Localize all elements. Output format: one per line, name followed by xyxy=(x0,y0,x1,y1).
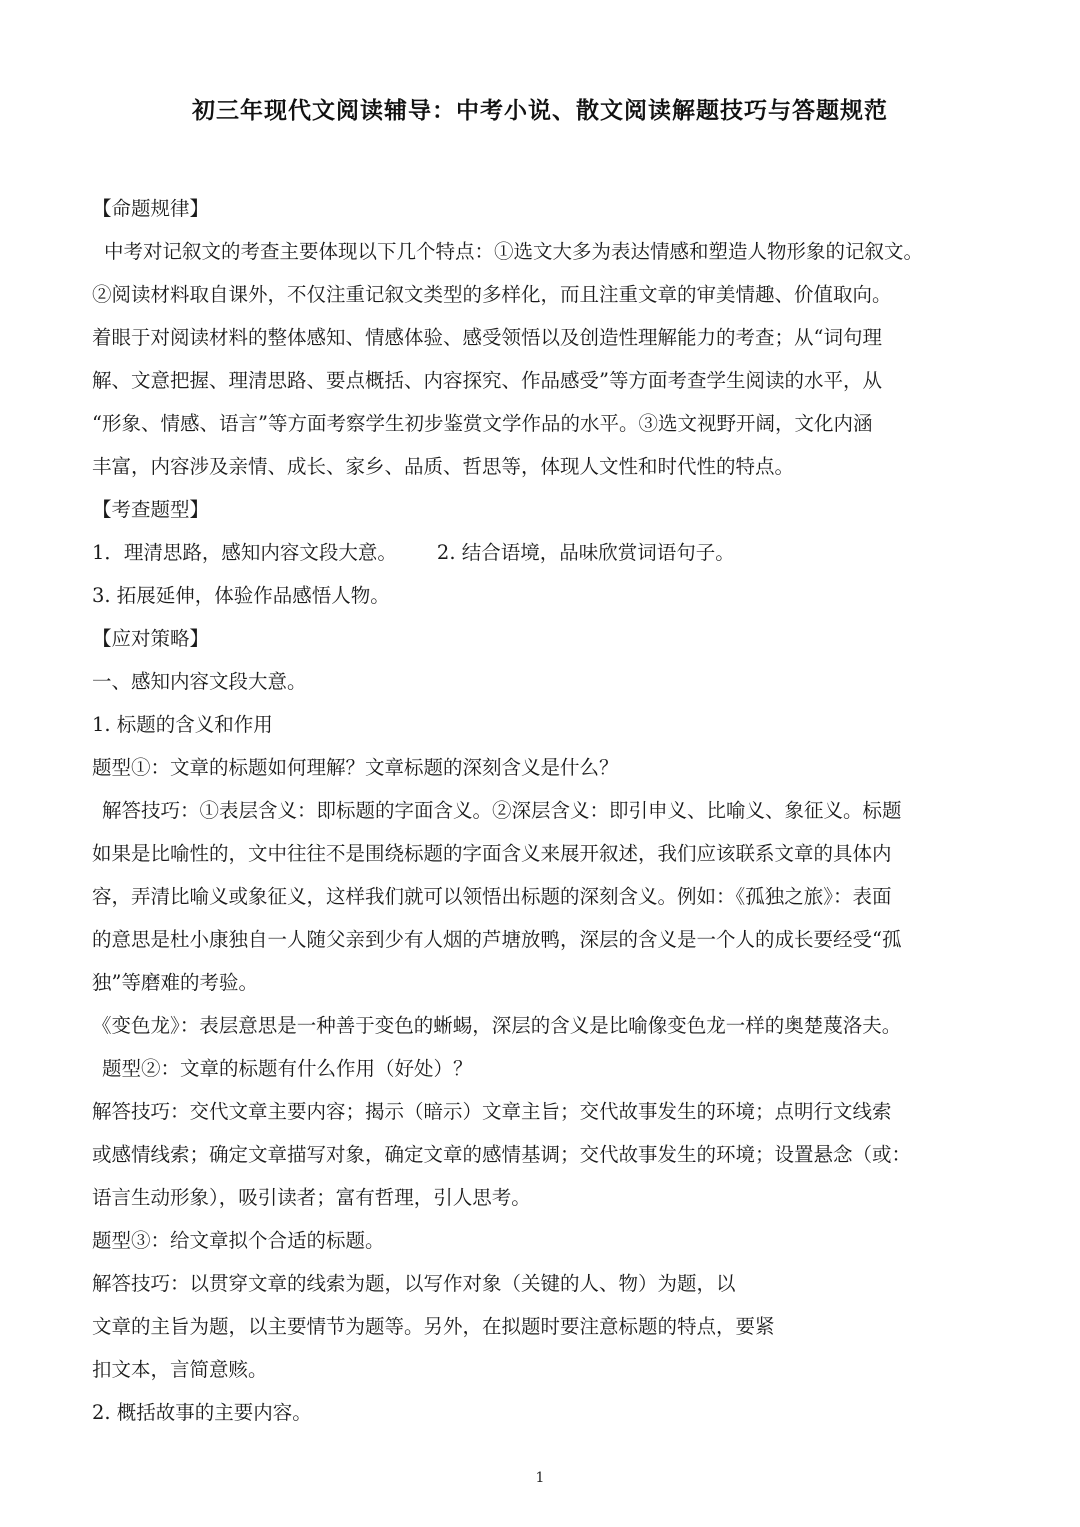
question-prompt: 题型③：给文章拟个合适的标题。 xyxy=(92,1229,385,1252)
paragraph-line: 中考对记叙文的考查主要体现以下几个特点：①选文大多为表达情感和塑造人物形象的记叙文。 xyxy=(104,240,924,263)
paragraph-line: 如果是比喻性的，文中往往不是围绕标题的字面含义来展开叙述，我们应该联系文章的具体内 xyxy=(92,842,892,865)
paragraph-line: ②阅读材料取自课外，不仅注重记叙文类型的多样化，而且注重文章的审美情趣、价值取向。 xyxy=(92,283,892,306)
paragraph-line: 容，弄清比喻义或象征义，这样我们就可以领悟出标题的深刻含义。例如：《孤独之旅》：表面 xyxy=(92,885,892,908)
question-type-3: 3. 拓展延伸，体验作品感悟人物。 xyxy=(92,584,390,607)
paragraph-line: 解答技巧：交代文章主要内容；揭示（暗示）文章主旨；交代故事发生的环境；点明行文线索 xyxy=(92,1100,892,1123)
question-type-row xyxy=(92,531,1002,574)
paragraph-line: “形象、情感、语言”等方面考察学生初步鉴赏文学作品的水平。③选文视野开阔，文化内涵 xyxy=(92,412,873,435)
paragraph-line: 文章的主旨为题，以主要情节为题等。另外，在拟题时要注意标题的特点，要紧 xyxy=(92,1315,775,1338)
paragraph-line: 语言生动形象），吸引读者；富有哲理，引人思考。 xyxy=(92,1186,531,1209)
document-body xyxy=(92,187,1002,1434)
paragraph-line: 扣文本，言简意赅。 xyxy=(92,1358,268,1381)
paragraph-line: 解答技巧：①表层含义：即标题的字面含义。②深层含义：即引申义、比喻义、象征义。标题 xyxy=(102,799,902,822)
section-heading-strategy: 【应对策略】 xyxy=(92,627,210,650)
page-number: 1 xyxy=(535,1470,545,1486)
question-prompt: 题型①：文章的标题如何理解？文章标题的深刻含义是什么？ xyxy=(92,756,619,779)
paragraph-line: 着眼于对阅读材料的整体感知、情感体验、感受领悟以及创造性理解能力的考查；从“词句理 xyxy=(92,326,882,349)
paragraph-line: 的意思是杜小康独自一人随父亲到少有人烟的芦塘放鸭，深层的含义是一个人的成长要经受“孤 xyxy=(92,928,902,951)
paragraph-line: 解答技巧：以贯穿文章的线索为题，以写作对象（关键的人、物）为题，以 xyxy=(92,1272,736,1295)
paragraph-line: 独”等磨难的考验。 xyxy=(92,971,258,994)
question-type-1: 1．理清思路，感知内容文段大意。 xyxy=(92,541,397,564)
document-title: 初三年现代文阅读辅导：中考小说、散文阅读解题技巧与答题规范 xyxy=(192,98,888,124)
subsection-heading: 一、感知内容文段大意。 xyxy=(92,670,307,693)
section-heading-question-types: 【考查题型】 xyxy=(92,498,210,521)
question-prompt: 题型②：文章的标题有什么作用（好处）？ xyxy=(102,1057,473,1080)
subsection-heading: 1. 标题的含义和作用 xyxy=(92,713,273,736)
paragraph-line: 解、文意把握、理清思路、要点概括、内容探究、作品感受”等方面考查学生阅读的水平，从 xyxy=(92,369,882,392)
question-type-2: 2. 结合语境，品味欣赏词语句子。 xyxy=(436,541,735,564)
paragraph-line: 丰富，内容涉及亲情、成长、家乡、品质、哲思等，体现人文性和时代性的特点。 xyxy=(92,455,795,478)
paragraph-line: 《变色龙》：表层意思是一种善于变色的蜥蜴，深层的含义是比喻像变色龙一样的奥楚蔑洛夫。 xyxy=(92,1014,902,1037)
section-heading-pattern: 【命题规律】 xyxy=(92,197,210,220)
subsection-heading: 2. 概括故事的主要内容。 xyxy=(92,1401,312,1424)
paragraph-line: 或感情线索；确定文章描写对象，确定文章的感情基调；交代故事发生的环境；设置悬念（或： xyxy=(92,1143,912,1166)
